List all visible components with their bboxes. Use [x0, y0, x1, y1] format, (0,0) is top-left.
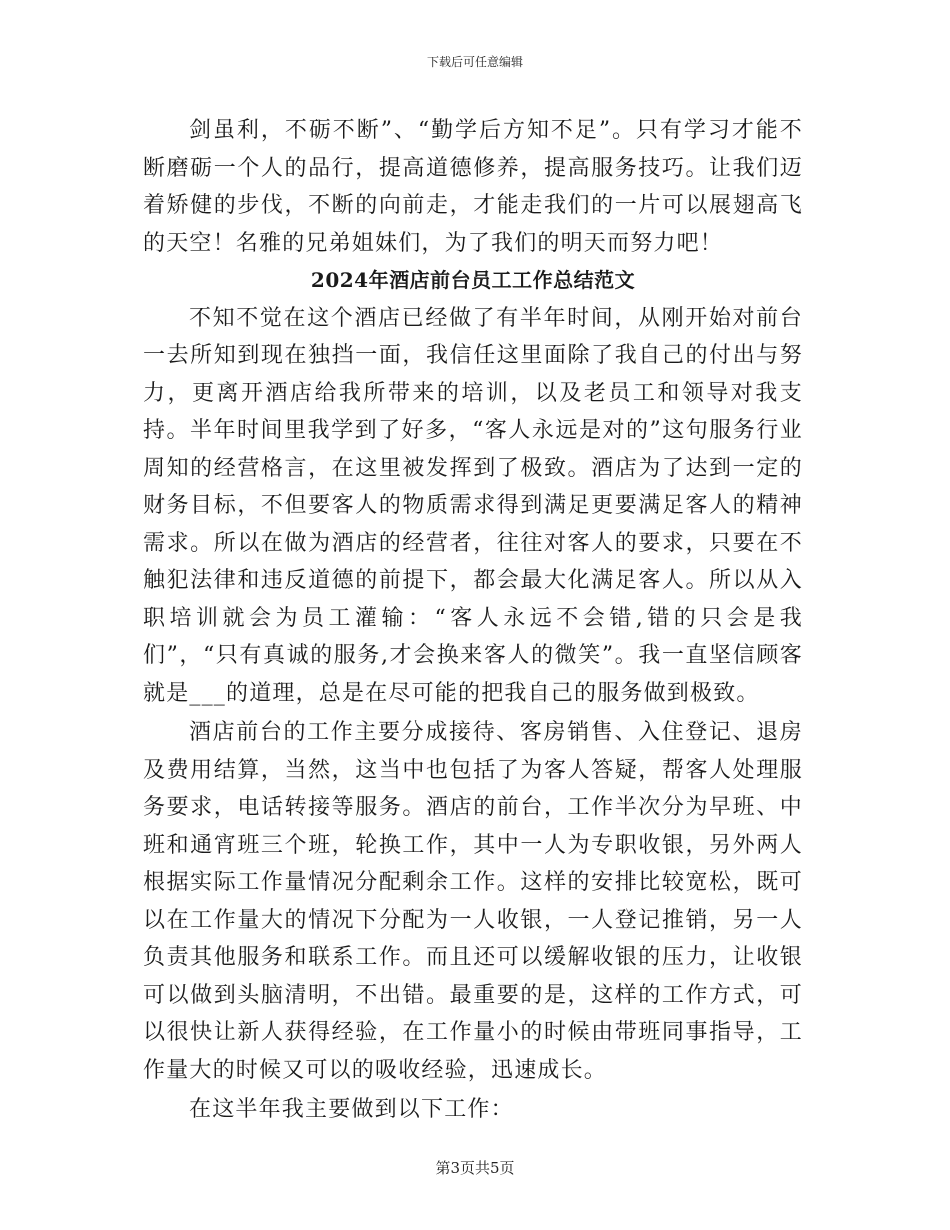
page-header: 下载后可任意编辑 [426, 55, 523, 69]
paragraph-1: 不知不觉在这个酒店已经做了有半年时间，从刚开始对前台一去所知到现在独挡一面，我信任这里面除了我自己的付出与努力，更离开酒店给我所带来的培训，以及老员工和领导对我支持。半年时间里我学到了好多，“客人永远是对的”这句服务行业周知的经营格言，在这里被发挥到了极致。酒店为了达到一定的财务目标，不但要客人的物质需求得到满足更要满足客人的精神需求。所以在做为酒店的经营者，往往对客人的要求，只要在不触犯法律和违反道德的前提下，都会最大化满足客人。所以从入职培训就会为员工灌输：“客人永远不会错,错的只会是我们”，“只有真诚的服务,才会换来客人的微笑”。我一直坚信顾客就是___的道理，总是在尽可能的把我自己的服务做到极致。 [143, 305, 803, 706]
page-footer: 第3页共5页 [435, 1159, 515, 1177]
paragraph-3: 在这半年我主要做到以下工作： [189, 1097, 514, 1122]
document-title: 2024年酒店前台员工工作总结范文 [310, 268, 636, 292]
paragraph-2: 酒店前台的工作主要分成接待、客房销售、入住登记、退房及费用结算，当然，这当中也包括了为客人答疑，帮客人处理服务要求，电话转接等服务。酒店的前台，工作半次分为早班、中班和通宵班三个班，轮换工作，其中一人为专职收银，另外两人根据实际工作量情况分配剩余工作。这样的安排比较宽松，既可以在工作量大的情况下分配为一人收银，一人登记推销，另一人负责其他服务和联系工作。而且还可以缓解收银的压力，让收银可以做到头脑清明，不出错。最重要的是，这样的工作方式，可以很快让新人获得经验，在工作量小的时候由带班同事指导，工作量大的时候又可以的吸收经验，迅速成长。 [143, 720, 803, 1083]
intro-paragraph: 剑虽利，不砺不断”、“勤学后方知不足”。只有学习才能不断磨砺一个人的品行，提高道德修养，提高服务技巧。让我们迈着矫健的步伐，不断的向前走，才能走我们的一片可以展翅高飞的天空！名雅的兄弟姐妹们，为了我们的明天而努力吧！ [143, 118, 803, 256]
document-body [143, 112, 803, 1129]
